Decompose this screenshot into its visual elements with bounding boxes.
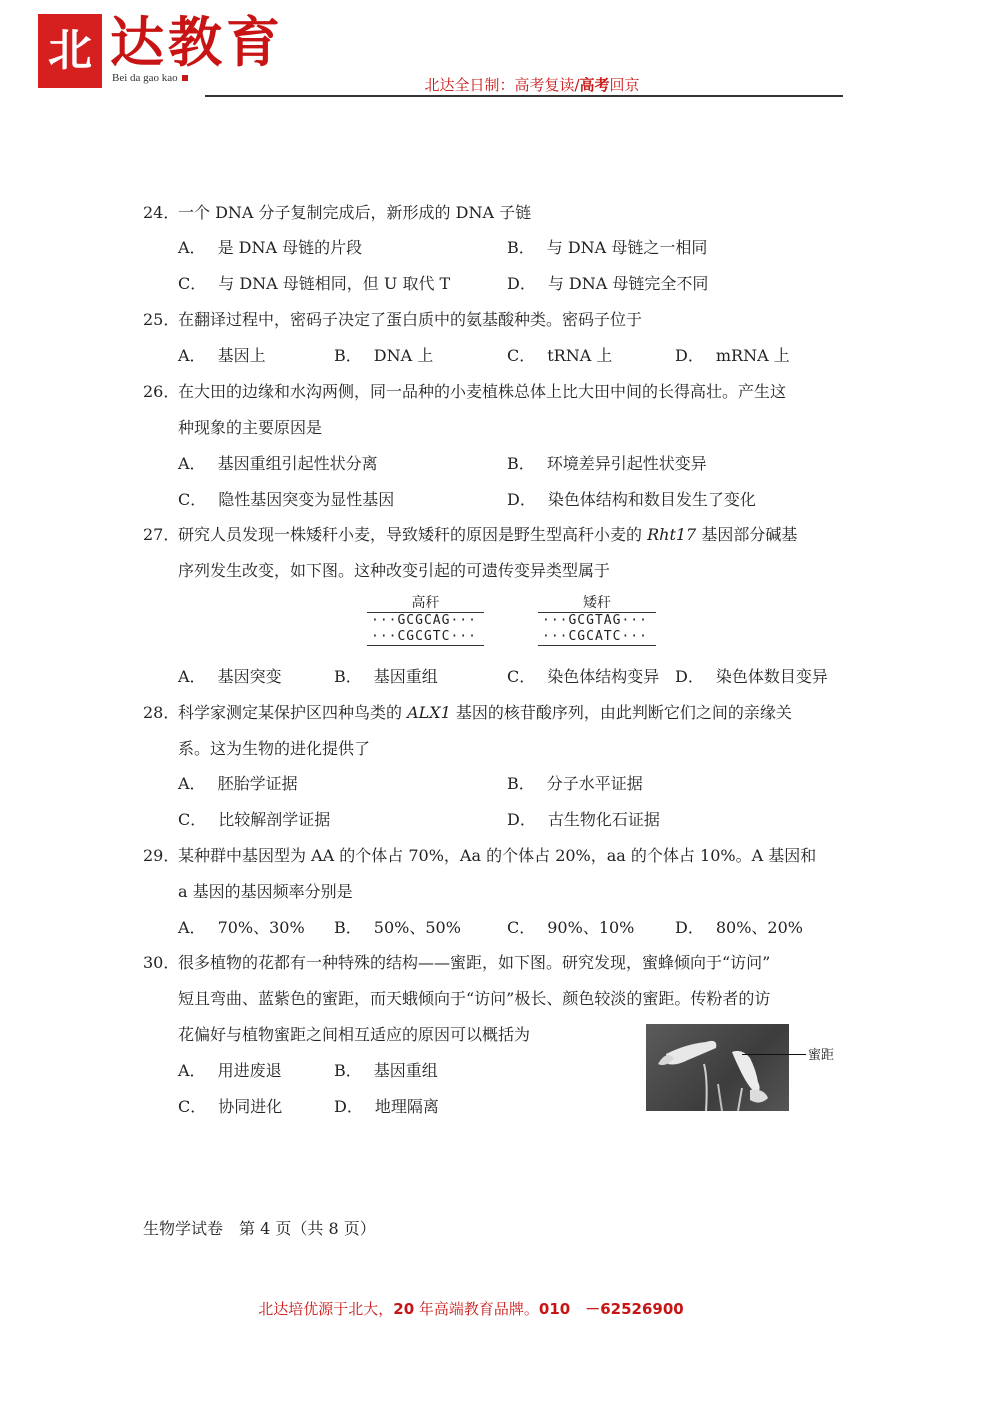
option-d: D． mRNA 上 (675, 346, 790, 365)
question-number: 29． (143, 846, 180, 865)
nectar-spur-label: 蜜距 (808, 1048, 835, 1063)
question-number: 27． (143, 525, 180, 544)
option-a: A． 70%、30% (178, 918, 305, 937)
sequence-strand-top: ···GCGTAG··· (542, 613, 648, 628)
option-a: A． 基因上 (178, 346, 266, 365)
question-number: 25． (143, 310, 180, 329)
question-stem: a 基因的基因频率分别是 (178, 882, 353, 901)
question-stem: 在翻译过程中，密码子决定了蛋白质中的氨基酸种类。密码子位于 (178, 310, 643, 329)
footer-advertisement: 北达培优源于北大，20 年高端教育品牌。010 －62526900 (258, 1300, 684, 1318)
sequence-label: 矮秆 (538, 594, 656, 613)
option-b: B． 分子水平证据 (507, 774, 643, 793)
sequence-strand-top: ···GCGCAG··· (371, 613, 477, 628)
option-d: D． 古生物化石证据 (507, 810, 660, 829)
option-a: A． 是 DNA 母链的片段 (178, 238, 363, 257)
question-stem: 科学家测定某保护区四种鸟类的 ALX1 基因的核苷酸序列，由此判断它们之间的亲缘关 (178, 703, 792, 722)
question-number: 30． (143, 953, 180, 972)
option-a: A． 胚胎学证据 (178, 774, 298, 793)
option-b: B． 50%、50% (334, 918, 461, 937)
question-stem: 一个 DNA 分子复制完成后，新形成的 DNA 子链 (178, 203, 532, 222)
logo-pinyin: Bei da gao kao (112, 72, 188, 84)
sequence-tall (367, 594, 484, 646)
option-c: C． 与 DNA 母链相同，但 U 取代 T (178, 274, 451, 293)
option-c: C． 90%、10% (507, 918, 635, 937)
option-b: B． DNA 上 (334, 346, 434, 365)
question-stem: 某种群中基因型为 AA 的个体占 70%，Aa 的个体占 20%，aa 的个体占 10%。A 基因和 (178, 846, 817, 865)
option-c: C． 染色体结构变异 (507, 667, 660, 686)
option-a: A． 基因重组引起性状分离 (178, 454, 378, 473)
question-stem: 在大田的边缘和水沟两侧，同一品种的小麦植株总体上比大田中间的长得高壮。产生这 (178, 382, 787, 401)
question-stem: 很多植物的花都有一种特殊的结构——蜜距，如下图。研究发现，蜜蜂倾向于“访问” (178, 953, 771, 972)
flower-spur-photo (646, 1024, 789, 1111)
option-c: C． 协同进化 (178, 1097, 283, 1116)
option-c: C． 隐性基因突变为显性基因 (178, 490, 395, 509)
sequence-short (538, 594, 656, 646)
option-b: B． 基因重组 (334, 667, 438, 686)
page-footer-title: 生物学试卷 第 4 页（共 8 页） (143, 1219, 376, 1238)
sequence-strand-bottom: ···CGCATC··· (538, 629, 656, 646)
option-d: D． 染色体结构和数目发生了变化 (507, 490, 756, 509)
option-b: B． 基因重组 (334, 1061, 438, 1080)
question-stem: 花偏好与植物蜜距之间相互适应的原因可以概括为 (178, 1025, 531, 1044)
option-a: A． 用进废退 (178, 1061, 282, 1080)
sequence-strand-bottom: ···CGCGTC··· (367, 629, 484, 646)
option-d: D． 与 DNA 母链完全不同 (507, 274, 709, 293)
sequence-label: 高秆 (367, 594, 484, 613)
question-number: 28． (143, 703, 180, 722)
logo-name: 达教育 (110, 10, 284, 74)
option-c: C． tRNA 上 (507, 346, 613, 365)
option-c: C． 比较解剖学证据 (178, 810, 331, 829)
option-d: D． 80%、20% (675, 918, 803, 937)
option-d: D． 地理隔离 (334, 1097, 439, 1116)
question-stem: 短且弯曲、蓝紫色的蜜距，而天蛾倾向于“访问”极长、颜色较淡的蜜距。传粉者的访 (178, 989, 771, 1008)
question-stem: 研究人员发现一株矮秆小麦，导致矮秆的原因是野生型高秆小麦的 Rht17 基因部分碱基 (178, 525, 798, 544)
question-stem: 种现象的主要原因是 (178, 418, 323, 437)
option-b: B． 与 DNA 母链之一相同 (507, 238, 708, 257)
question-stem: 序列发生改变，如下图。这种改变引起的可遗传变异类型属于 (178, 561, 611, 580)
logo-mark: 北 (38, 14, 102, 88)
question-stem: 系。这为生物的进化提供了 (178, 739, 371, 758)
option-d: D． 染色体数目变异 (675, 667, 828, 686)
header-divider (205, 95, 843, 97)
question-number: 24． (143, 203, 180, 222)
header-slogan: 北达全日制：高考复读/高考回京 (424, 76, 640, 94)
question-number: 26． (143, 382, 180, 401)
option-a: A． 基因突变 (178, 667, 282, 686)
label-leader-line (742, 1054, 806, 1055)
option-b: B． 环境差异引起性状变异 (507, 454, 707, 473)
